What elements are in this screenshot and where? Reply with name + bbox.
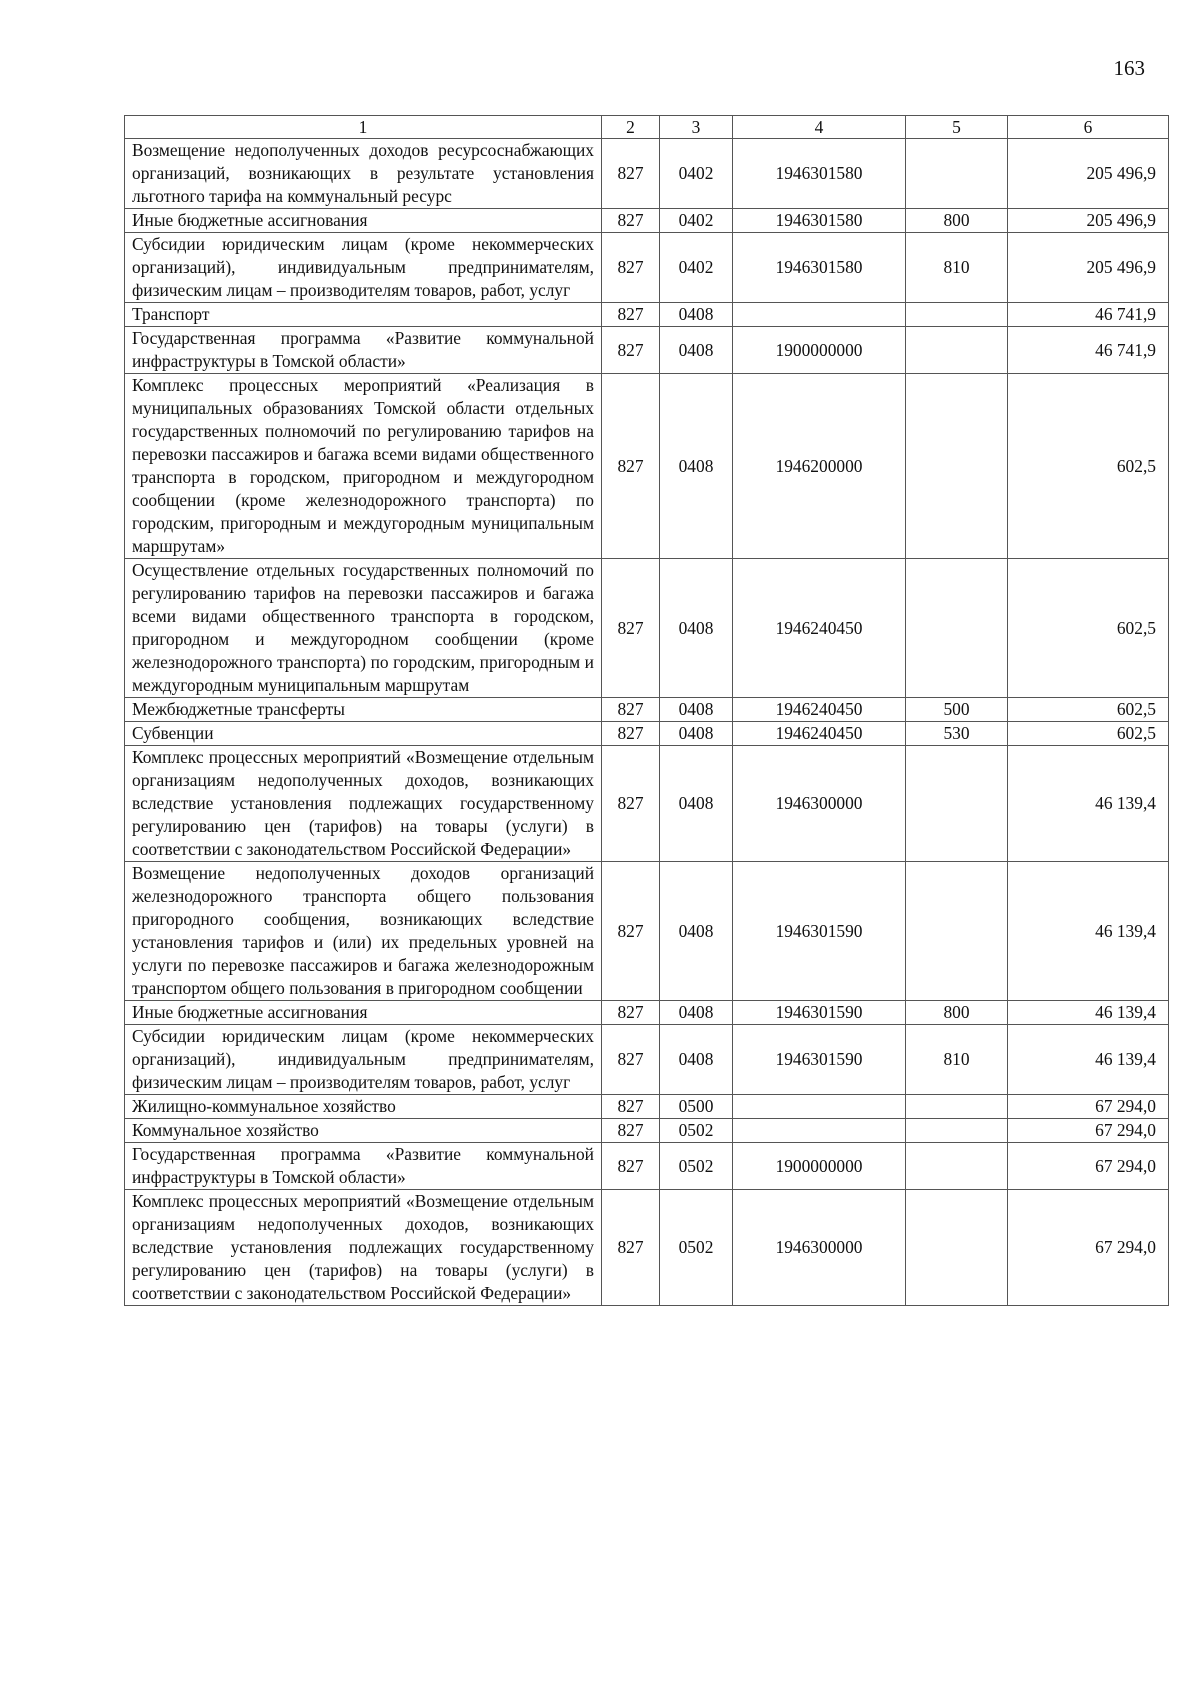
row-target-article-cell: 1946300000 xyxy=(733,746,906,862)
row-expense-type-cell xyxy=(906,559,1008,698)
row-ministry-code-cell: 827 xyxy=(602,374,660,559)
row-target-article-cell: 1946301590 xyxy=(733,862,906,1001)
header-cell-2: 2 xyxy=(602,116,660,139)
row-ministry-code-cell: 827 xyxy=(602,559,660,698)
row-name-cell: Транспорт xyxy=(125,303,602,327)
row-amount-cell: 46 139,4 xyxy=(1008,746,1169,862)
header-cell-6: 6 xyxy=(1008,116,1169,139)
row-ministry-code-cell: 827 xyxy=(602,722,660,746)
row-amount-cell: 602,5 xyxy=(1008,559,1169,698)
row-name-cell: Субсидии юридическим лицам (кроме некоммерческих организаций), индивидуальным предпринимателям, физическим лицам – производителям товаров, работ, услуг xyxy=(125,233,602,303)
row-amount-cell: 46 741,9 xyxy=(1008,327,1169,374)
row-ministry-code-cell: 827 xyxy=(602,862,660,1001)
row-ministry-code-cell: 827 xyxy=(602,698,660,722)
table-row xyxy=(125,1119,1169,1143)
row-expense-type-cell xyxy=(906,746,1008,862)
table-row xyxy=(125,1095,1169,1119)
row-section-code-cell: 0408 xyxy=(660,698,733,722)
row-section-code-cell: 0408 xyxy=(660,722,733,746)
row-target-article-cell: 1946200000 xyxy=(733,374,906,559)
table-row xyxy=(125,209,1169,233)
row-expense-type-cell: 810 xyxy=(906,233,1008,303)
row-ministry-code-cell: 827 xyxy=(602,209,660,233)
row-name-cell: Возмещение недополученных доходов организаций железнодорожного транспорта общего пользования пригородного сообщения, возникающих вследствие установления тарифов и (или) их предельных уровней на услуги по перевозке пассажиров и багажа железнодорожным транспортом общего пользования в пригородном сообщении xyxy=(125,862,602,1001)
row-expense-type-cell: 810 xyxy=(906,1025,1008,1095)
row-expense-type-cell xyxy=(906,1119,1008,1143)
row-ministry-code-cell: 827 xyxy=(602,233,660,303)
row-expense-type-cell xyxy=(906,1190,1008,1306)
row-expense-type-cell xyxy=(906,1143,1008,1190)
row-section-code-cell: 0408 xyxy=(660,559,733,698)
row-ministry-code-cell: 827 xyxy=(602,1190,660,1306)
row-amount-cell: 205 496,9 xyxy=(1008,209,1169,233)
row-section-code-cell: 0402 xyxy=(660,139,733,209)
row-name-cell: Иные бюджетные ассигнования xyxy=(125,209,602,233)
row-target-article-cell xyxy=(733,1119,906,1143)
header-cell-3: 3 xyxy=(660,116,733,139)
table-row xyxy=(125,1001,1169,1025)
row-section-code-cell: 0402 xyxy=(660,209,733,233)
row-name-cell: Субсидии юридическим лицам (кроме некоммерческих организаций), индивидуальным предпринимателям, физическим лицам – производителям товаров, работ, услуг xyxy=(125,1025,602,1095)
row-amount-cell: 67 294,0 xyxy=(1008,1095,1169,1119)
row-ministry-code-cell: 827 xyxy=(602,1095,660,1119)
table-row xyxy=(125,139,1169,209)
table-row xyxy=(125,1143,1169,1190)
row-section-code-cell: 0408 xyxy=(660,374,733,559)
row-expense-type-cell: 800 xyxy=(906,1001,1008,1025)
table-row xyxy=(125,698,1169,722)
row-expense-type-cell xyxy=(906,139,1008,209)
row-amount-cell: 602,5 xyxy=(1008,722,1169,746)
row-expense-type-cell xyxy=(906,862,1008,1001)
row-name-cell: Комплекс процессных мероприятий «Возмещение отдельным организациям недополученных доходов, возникающих вследствие установления подлежащих государственному регулированию цен (тарифов) на товары (услуги) в соответствии с законодательством Российской Федерации» xyxy=(125,746,602,862)
row-name-cell: Субвенции xyxy=(125,722,602,746)
row-amount-cell: 67 294,0 xyxy=(1008,1143,1169,1190)
row-ministry-code-cell: 827 xyxy=(602,746,660,862)
row-name-cell: Осуществление отдельных государственных полномочий по регулированию тарифов на перевозки пассажиров и багажа всеми видами общественного транспорта в городском, пригородном и междугородном сообщении (кроме железнодорожного транспорта) по городским, пригородным и междугородным муниципальным маршрутам xyxy=(125,559,602,698)
row-amount-cell: 602,5 xyxy=(1008,374,1169,559)
row-amount-cell: 602,5 xyxy=(1008,698,1169,722)
row-name-cell: Коммунальное хозяйство xyxy=(125,1119,602,1143)
row-target-article-cell: 1900000000 xyxy=(733,1143,906,1190)
row-section-code-cell: 0502 xyxy=(660,1119,733,1143)
row-section-code-cell: 0408 xyxy=(660,327,733,374)
row-section-code-cell: 0502 xyxy=(660,1190,733,1306)
row-amount-cell: 46 139,4 xyxy=(1008,1025,1169,1095)
row-name-cell: Государственная программа «Развитие коммунальной инфраструктуры в Томской области» xyxy=(125,1143,602,1190)
row-amount-cell: 46 741,9 xyxy=(1008,303,1169,327)
row-name-cell: Иные бюджетные ассигнования xyxy=(125,1001,602,1025)
row-target-article-cell: 1946301580 xyxy=(733,209,906,233)
table-row xyxy=(125,374,1169,559)
row-target-article-cell: 1946301590 xyxy=(733,1025,906,1095)
row-target-article-cell: 1946301590 xyxy=(733,1001,906,1025)
row-ministry-code-cell: 827 xyxy=(602,139,660,209)
row-name-cell: Государственная программа «Развитие коммунальной инфраструктуры в Томской области» xyxy=(125,327,602,374)
row-target-article-cell: 1946301580 xyxy=(733,139,906,209)
table-row xyxy=(125,233,1169,303)
row-expense-type-cell xyxy=(906,327,1008,374)
row-expense-type-cell: 500 xyxy=(906,698,1008,722)
row-name-cell: Комплекс процессных мероприятий «Реализация в муниципальных образованиях Томской области отдельных государственных полномочий по регулированию тарифов на перевозки пассажиров и багажа всеми видами общественного транспорта в городском, пригородном и междугородном сообщении (кроме железнодорожного транспорта) по городским, пригородным и междугородным муниципальным маршрутам» xyxy=(125,374,602,559)
row-section-code-cell: 0408 xyxy=(660,1025,733,1095)
row-target-article-cell xyxy=(733,1095,906,1119)
row-name-cell: Жилищно-коммунальное хозяйство xyxy=(125,1095,602,1119)
budget-table xyxy=(124,115,1169,1306)
row-amount-cell: 46 139,4 xyxy=(1008,862,1169,1001)
table-row xyxy=(125,722,1169,746)
table-row xyxy=(125,559,1169,698)
table-row xyxy=(125,862,1169,1001)
row-expense-type-cell xyxy=(906,374,1008,559)
table-row xyxy=(125,746,1169,862)
row-target-article-cell: 1946301580 xyxy=(733,233,906,303)
row-amount-cell: 46 139,4 xyxy=(1008,1001,1169,1025)
row-target-article-cell: 1946240450 xyxy=(733,698,906,722)
header-cell-1: 1 xyxy=(125,116,602,139)
row-target-article-cell xyxy=(733,303,906,327)
row-section-code-cell: 0408 xyxy=(660,862,733,1001)
row-name-cell: Комплекс процессных мероприятий «Возмещение отдельным организациям недополученных доходов, возникающих вследствие установления подлежащих государственному регулированию цен (тарифов) на товары (услуги) в соответствии с законодательством Российской Федерации» xyxy=(125,1190,602,1306)
table-row xyxy=(125,1190,1169,1306)
row-ministry-code-cell: 827 xyxy=(602,1025,660,1095)
row-name-cell: Возмещение недополученных доходов ресурсоснабжающих организаций, возникающих в результате установления льготного тарифа на коммунальный ресурс xyxy=(125,139,602,209)
row-ministry-code-cell: 827 xyxy=(602,327,660,374)
row-target-article-cell: 1946300000 xyxy=(733,1190,906,1306)
row-target-article-cell: 1946240450 xyxy=(733,722,906,746)
row-name-cell: Межбюджетные трансферты xyxy=(125,698,602,722)
row-ministry-code-cell: 827 xyxy=(602,1001,660,1025)
row-expense-type-cell xyxy=(906,1095,1008,1119)
row-ministry-code-cell: 827 xyxy=(602,1119,660,1143)
row-expense-type-cell: 800 xyxy=(906,209,1008,233)
header-cell-5: 5 xyxy=(906,116,1008,139)
row-target-article-cell: 1946240450 xyxy=(733,559,906,698)
row-section-code-cell: 0408 xyxy=(660,1001,733,1025)
row-target-article-cell: 1900000000 xyxy=(733,327,906,374)
header-cell-4: 4 xyxy=(733,116,906,139)
table-row xyxy=(125,1025,1169,1095)
table-header-row xyxy=(125,116,1169,139)
page-number: 163 xyxy=(1113,56,1145,80)
row-ministry-code-cell: 827 xyxy=(602,303,660,327)
row-section-code-cell: 0402 xyxy=(660,233,733,303)
row-expense-type-cell xyxy=(906,303,1008,327)
row-amount-cell: 67 294,0 xyxy=(1008,1119,1169,1143)
row-section-code-cell: 0502 xyxy=(660,1143,733,1190)
row-section-code-cell: 0408 xyxy=(660,746,733,862)
row-section-code-cell: 0408 xyxy=(660,303,733,327)
table-row xyxy=(125,303,1169,327)
row-amount-cell: 205 496,9 xyxy=(1008,139,1169,209)
row-expense-type-cell: 530 xyxy=(906,722,1008,746)
row-ministry-code-cell: 827 xyxy=(602,1143,660,1190)
row-amount-cell: 67 294,0 xyxy=(1008,1190,1169,1306)
row-amount-cell: 205 496,9 xyxy=(1008,233,1169,303)
table-row xyxy=(125,327,1169,374)
row-section-code-cell: 0500 xyxy=(660,1095,733,1119)
